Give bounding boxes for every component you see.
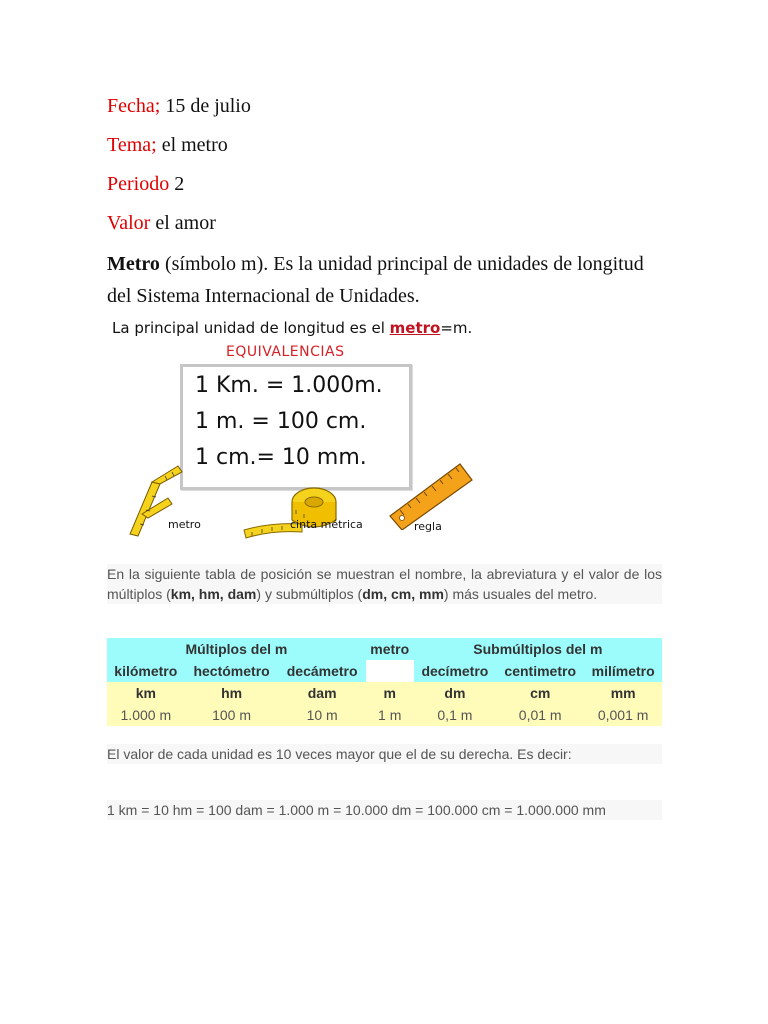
metro-definition — [107, 248, 667, 312]
equivalencias-heading: EQUIVALENCIAS — [226, 344, 345, 360]
unit-abbrev-cell: m — [366, 682, 414, 704]
paragraph-text: ) más usuales del metro. — [443, 586, 598, 602]
unit-value-cell: 0,001 m — [584, 704, 662, 726]
illustration-title-before: La principal unidad de longitud es el — [112, 319, 390, 337]
valor-value: el amor — [155, 212, 216, 234]
multiples-header: Múltiplos del m — [107, 638, 366, 660]
unit-value-cell: 0,1 m — [414, 704, 496, 726]
metro-definition-text: (símbolo m). Es la unidad principal de unidades de longitud del Sistema Internacional de Unidades. — [107, 253, 644, 307]
unit-name-cell: hectómetro — [185, 660, 279, 682]
tema-label: Tema; — [107, 134, 157, 156]
rule-paragraph: El valor de cada unidad es 10 veces mayor que el de su derecha. Es decir: — [107, 744, 662, 764]
unit-abbrev-cell: km — [107, 682, 185, 704]
fecha-line — [107, 94, 251, 118]
unit-name-cell-empty — [366, 660, 414, 682]
table-abbrev-row — [107, 682, 662, 704]
illustration-title-after: =m. — [440, 319, 473, 337]
fecha-label: Fecha; — [107, 95, 161, 117]
tape-measure-icon — [242, 480, 362, 540]
fecha-value: 15 de julio — [165, 95, 251, 117]
periodo-line — [107, 172, 184, 196]
unit-name-cell: kilómetro — [107, 660, 185, 682]
equivalencias-board — [180, 364, 412, 490]
table-values-row — [107, 704, 662, 726]
unit-abbrev-cell: dm — [414, 682, 496, 704]
valor-label: Valor — [107, 212, 151, 234]
table-names-row — [107, 660, 662, 682]
submultiples-abbrev: dm, cm, mm — [362, 586, 444, 602]
unit-value-cell: 1.000 m — [107, 704, 185, 726]
equivalence-line: 1 cm.= 10 mm. — [195, 445, 367, 470]
unit-value-cell: 100 m — [185, 704, 279, 726]
periodo-value: 2 — [174, 173, 185, 195]
equivalence-line: 1 Km. = 1.000m. — [195, 373, 383, 398]
valor-line — [107, 211, 216, 235]
tool-label-regla: regla — [414, 520, 442, 533]
equivalence-chain-paragraph: 1 km = 10 hm = 100 dam = 1.000 m = 10.000 dm = 100.000 cm = 1.000.000 mm — [107, 800, 662, 820]
units-table — [107, 638, 662, 726]
tema-value: el metro — [161, 134, 228, 156]
unit-name-cell: centimetro — [496, 660, 584, 682]
unit-abbrev-cell: mm — [584, 682, 662, 704]
paragraph-text: ) y submúltiplos ( — [256, 586, 363, 602]
metro-term: Metro — [107, 253, 160, 275]
unit-value-cell: 1 m — [366, 704, 414, 726]
illustration-title — [112, 319, 472, 337]
paragraph-text: En la siguiente tabla de posición se muestran el nombre, la abreviatura y el valor de los múltiplos ( — [107, 566, 662, 602]
table-intro-paragraph — [107, 564, 662, 604]
unit-name-cell: milímetro — [584, 660, 662, 682]
illustration-title-highlight: metro — [389, 319, 441, 337]
unit-abbrev-cell: hm — [185, 682, 279, 704]
unit-name-cell: decímetro — [414, 660, 496, 682]
unit-value-cell: 10 m — [279, 704, 366, 726]
unit-abbrev-cell: dam — [279, 682, 366, 704]
equivalence-line: 1 m. = 100 cm. — [195, 409, 367, 434]
multiples-abbrev: km, hm, dam — [170, 586, 257, 602]
base-header: metro — [366, 638, 414, 660]
tool-label-metro: metro — [168, 518, 201, 531]
table-group-header-row — [107, 638, 662, 660]
unit-name-cell: decámetro — [279, 660, 366, 682]
unit-value-cell: 0,01 m — [496, 704, 584, 726]
unit-abbrev-cell: cm — [496, 682, 584, 704]
periodo-label: Periodo — [107, 173, 170, 195]
submultiples-header: Submúltiplos del m — [414, 638, 662, 660]
tool-label-cinta: cinta métrica — [290, 518, 363, 531]
equivalencias-illustration — [108, 316, 508, 542]
tema-line — [107, 133, 228, 157]
